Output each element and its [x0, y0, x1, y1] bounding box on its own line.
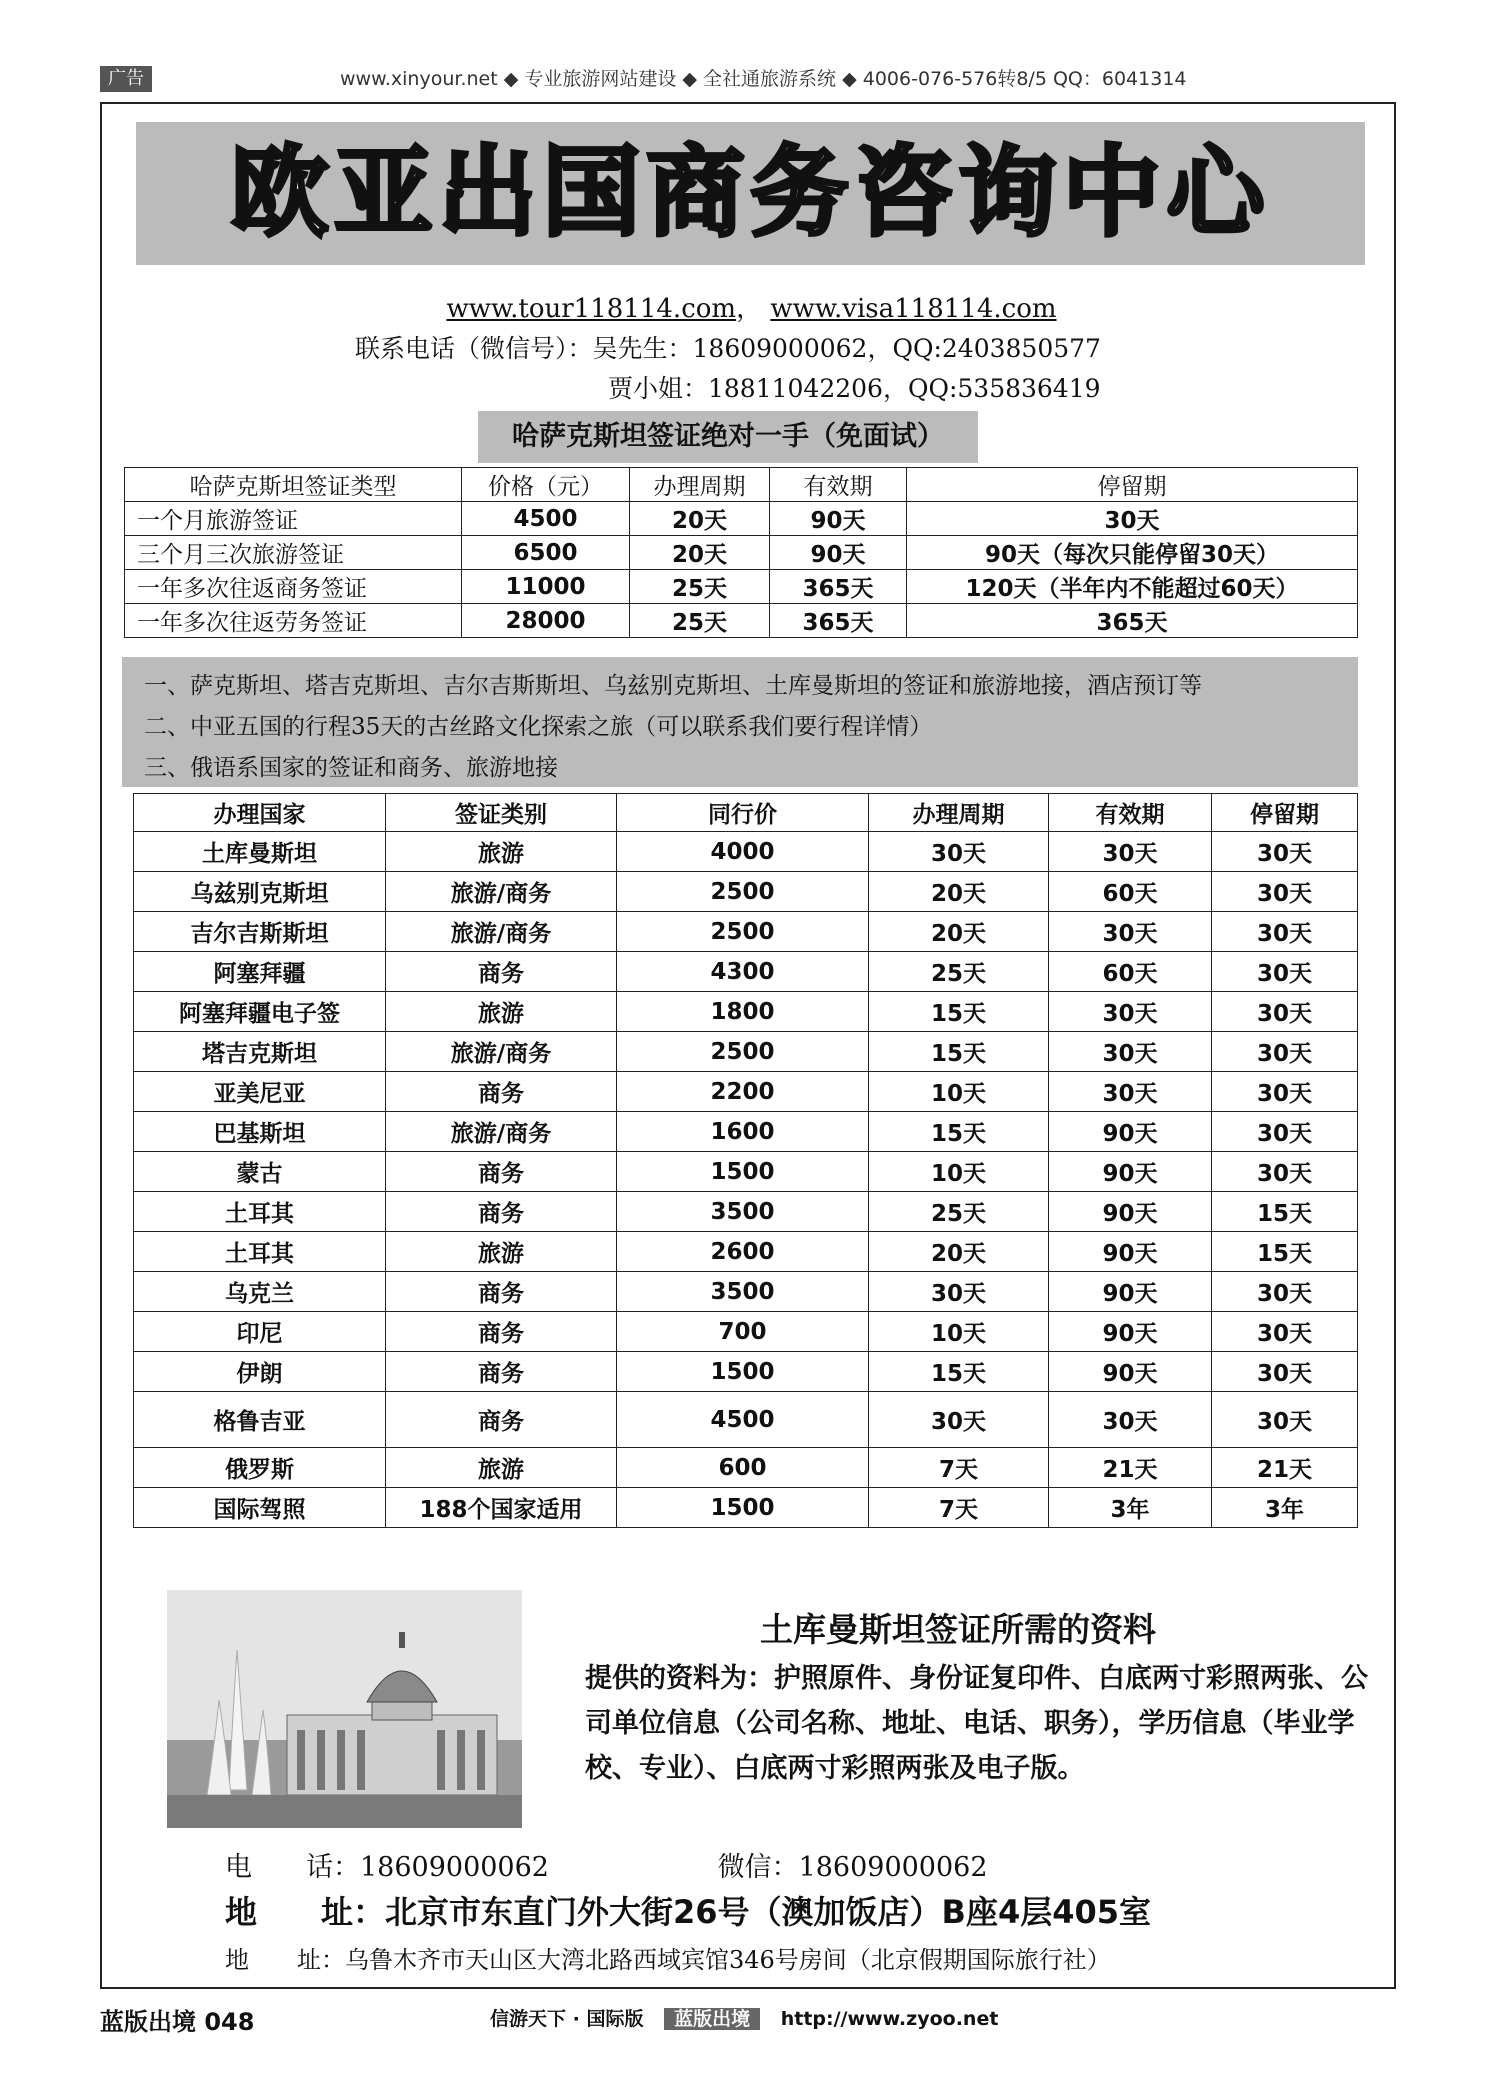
kz-table-cell: 20天 — [630, 536, 770, 570]
visa-table-row — [134, 1072, 1358, 1112]
kz-header-cell: 停留期 — [907, 468, 1358, 502]
visa-table-cell: 20天 — [869, 912, 1049, 952]
visa-table-cell: 15天 — [869, 1032, 1049, 1072]
visa-table-cell: 25天 — [869, 952, 1049, 992]
visa-table-cell: 阿塞拜疆 — [134, 952, 386, 992]
visa-table-cell: 15天 — [869, 1352, 1049, 1392]
visa-table-cell: 旅游/商务 — [386, 912, 617, 952]
visa-table-cell: 15天 — [869, 992, 1049, 1032]
visa-table-cell: 商务 — [386, 952, 617, 992]
address-line-2 — [225, 1940, 1111, 1975]
visa-table-cell: 乌克兰 — [134, 1272, 386, 1312]
visa-table-row — [134, 912, 1358, 952]
visa-table-cell: 旅游/商务 — [386, 1112, 617, 1152]
visa-table-cell: 30天 — [1212, 1352, 1358, 1392]
visa-table-cell: 20天 — [869, 1232, 1049, 1272]
visa-table-cell: 60天 — [1049, 872, 1212, 912]
top-bar — [100, 66, 1400, 92]
wechat-label: 微信： — [717, 1852, 799, 1883]
visa-table-cell: 商务 — [386, 1152, 617, 1192]
footer-url[interactable]: http://www.zyoo.net — [780, 2008, 999, 2030]
visa-table-cell: 30天 — [1049, 992, 1212, 1032]
visa-table-cell: 21天 — [1049, 1448, 1212, 1488]
visa-table-cell: 2500 — [617, 912, 869, 952]
visa-table-cell: 蒙古 — [134, 1152, 386, 1192]
visa-table-cell: 旅游 — [386, 832, 617, 872]
visa-table-cell: 188个国家适用 — [386, 1488, 617, 1528]
visa-table-cell: 商务 — [386, 1072, 617, 1112]
visa-table-cell: 15天 — [869, 1112, 1049, 1152]
visa-table-cell: 塔吉克斯坦 — [134, 1032, 386, 1072]
visa-header-cell: 同行价 — [617, 794, 869, 832]
visa-table-cell: 1500 — [617, 1152, 869, 1192]
kz-header-cell: 有效期 — [770, 468, 907, 502]
address-line — [225, 1887, 1151, 1933]
ad-tag: 广告 — [100, 66, 152, 92]
websites — [0, 288, 1503, 325]
visa-table-cell: 15天 — [1212, 1192, 1358, 1232]
visa-table-cell: 90天 — [1049, 1272, 1212, 1312]
visa-table-row — [134, 1312, 1358, 1352]
visa-table-cell: 15天 — [1212, 1232, 1358, 1272]
visa-table-header — [134, 794, 1358, 832]
visa-table-cell: 30天 — [1049, 832, 1212, 872]
kz-table-cell: 28000 — [462, 604, 630, 638]
footer-tag: 蓝版出境 — [664, 2008, 760, 2030]
visa-table-cell: 30天 — [1049, 1072, 1212, 1112]
visa-table-cell: 7天 — [869, 1448, 1049, 1488]
visa-table-row — [134, 992, 1358, 1032]
visa-table-cell: 格鲁吉亚 — [134, 1392, 386, 1448]
visa-header-cell: 停留期 — [1212, 794, 1358, 832]
visa-table-cell: 90天 — [1049, 1192, 1212, 1232]
websites-separator: ， — [736, 294, 763, 324]
visa-table-cell: 吉尔吉斯斯坦 — [134, 912, 386, 952]
kz-table-row — [125, 570, 1358, 604]
kz-table-cell: 25天 — [630, 570, 770, 604]
website-link-2[interactable]: www.visa118114.com — [770, 294, 1057, 324]
address-label-2: 地 址： — [225, 1946, 345, 1974]
visa-table-cell: 60天 — [1049, 952, 1212, 992]
wechat-id: 18609000062 — [798, 1852, 988, 1883]
banner-title: 欧亚出国商务咨询中心 — [230, 136, 1271, 250]
kz-header-cell: 哈萨克斯坦签证类型 — [125, 468, 462, 502]
kz-table-cell: 90天 — [770, 536, 907, 570]
address-label: 地 址： — [225, 1893, 386, 1931]
visa-table-cell: 旅游 — [386, 1232, 617, 1272]
visa-table-cell: 2600 — [617, 1232, 869, 1272]
services-box — [122, 657, 1358, 787]
visa-table-cell: 1500 — [617, 1352, 869, 1392]
visa-table-row — [134, 832, 1358, 872]
visa-table-cell: 印尼 — [134, 1312, 386, 1352]
visa-table-cell: 30天 — [1212, 1072, 1358, 1112]
visa-table-cell: 土库曼斯坦 — [134, 832, 386, 872]
kz-table-cell: 一年多次往返劳务签证 — [125, 604, 462, 638]
visa-table-row — [134, 1032, 1358, 1072]
visa-table-cell: 土耳其 — [134, 1232, 386, 1272]
kz-table-row — [125, 604, 1358, 638]
visa-table-row — [134, 1272, 1358, 1312]
kz-table-cell: 一个月旅游签证 — [125, 502, 462, 536]
contact-line-1: 联系电话（微信号）：吴先生：18609000062，QQ:2403850577 — [355, 334, 1101, 363]
website-link-1[interactable]: www.tour118114.com — [446, 294, 737, 324]
visa-table-row — [134, 952, 1358, 992]
visa-table-cell: 2200 — [617, 1072, 869, 1112]
visa-table-cell: 30天 — [1212, 1392, 1358, 1448]
visa-table-cell: 国际驾照 — [134, 1488, 386, 1528]
visa-table-cell: 90天 — [1049, 1352, 1212, 1392]
kz-table-cell: 25天 — [630, 604, 770, 638]
visa-table-cell: 20天 — [869, 872, 1049, 912]
building-photo — [167, 1590, 522, 1828]
requirements-body: 提供的资料为：护照原件、身份证复印件、白底两寸彩照两张、公司单位信息（公司名称、地址、电话、职务），学历信息（毕业学校、专业）、白底两寸彩照两张及电子版。 — [585, 1663, 1368, 1784]
kz-table-cell: 11000 — [462, 570, 630, 604]
footer-info — [490, 2004, 998, 2031]
visa-table-cell: 30天 — [869, 1392, 1049, 1448]
visa-table-cell: 21天 — [1212, 1448, 1358, 1488]
visa-table-row — [134, 1392, 1358, 1448]
kz-header-cell: 价格（元） — [462, 468, 630, 502]
visa-table-cell: 2500 — [617, 872, 869, 912]
visa-header-cell: 签证类别 — [386, 794, 617, 832]
visa-table-row — [134, 1448, 1358, 1488]
visa-table-cell: 1800 — [617, 992, 869, 1032]
visa-table-cell: 1500 — [617, 1488, 869, 1528]
kz-table-cell: 4500 — [462, 502, 630, 536]
visa-table-cell: 旅游/商务 — [386, 872, 617, 912]
visa-table-cell: 4000 — [617, 832, 869, 872]
phone-label: 电 话： — [225, 1852, 360, 1883]
kz-table-cell: 365天 — [907, 604, 1358, 638]
visa-table-cell: 700 — [617, 1312, 869, 1352]
visa-header-cell: 办理周期 — [869, 794, 1049, 832]
visa-table-row — [134, 1192, 1358, 1232]
visa-table-cell: 90天 — [1049, 1152, 1212, 1192]
visa-table-cell: 10天 — [869, 1072, 1049, 1112]
visa-table-row — [134, 872, 1358, 912]
top-info: www.xinyour.net ◆ 专业旅游网站建设 ◆ 全社通旅游系统 ◆ 4006-076-576转8/5 QQ：6041314 — [340, 68, 1187, 90]
visa-table-cell: 600 — [617, 1448, 869, 1488]
kz-table-row — [125, 502, 1358, 536]
visa-table-cell: 25天 — [869, 1192, 1049, 1232]
footer-page-label: 蓝版出境 048 — [100, 2008, 255, 2036]
kz-header-cell: 办理周期 — [630, 468, 770, 502]
visa-table-cell: 商务 — [386, 1352, 617, 1392]
visa-table-cell: 30天 — [869, 1272, 1049, 1312]
service-line: 一、萨克斯坦、塔吉克斯坦、吉尔吉斯斯坦、乌兹别克斯坦、土库曼斯坦的签证和旅游地接，酒店预订等 — [144, 673, 1202, 699]
visa-table-cell: 90天 — [1049, 1112, 1212, 1152]
footer-brand: 信游天下 · 国际版 — [490, 2008, 644, 2030]
visa-table-cell: 30天 — [1049, 1032, 1212, 1072]
visa-table-row — [134, 1232, 1358, 1272]
visa-table-cell: 阿塞拜疆电子签 — [134, 992, 386, 1032]
service-line: 二、中亚五国的行程35天的古丝路文化探索之旅（可以联系我们要行程详情） — [144, 714, 933, 740]
kz-table-header — [125, 468, 1358, 502]
kz-visa-table — [124, 467, 1358, 638]
visa-table-cell: 30天 — [1212, 912, 1358, 952]
address-text-2: 乌鲁木齐市天山区大湾北路西域宾馆346号房间（北京假期国际旅行社） — [345, 1946, 1111, 1974]
visa-header-cell: 有效期 — [1049, 794, 1212, 832]
visa-table-cell: 30天 — [1212, 1152, 1358, 1192]
kz-table-cell: 三个月三次旅游签证 — [125, 536, 462, 570]
kz-table-cell: 一年多次往返商务签证 — [125, 570, 462, 604]
visa-table-cell: 30天 — [1212, 1272, 1358, 1312]
visa-table-cell: 1600 — [617, 1112, 869, 1152]
visa-table-cell: 商务 — [386, 1392, 617, 1448]
visa-table-cell: 3年 — [1212, 1488, 1358, 1528]
visa-table-cell: 商务 — [386, 1192, 617, 1232]
visa-table-row — [134, 1488, 1358, 1528]
visa-table-cell: 4500 — [617, 1392, 869, 1448]
visa-table-cell: 10天 — [869, 1152, 1049, 1192]
visa-table-cell: 90天 — [1049, 1312, 1212, 1352]
requirements-title: 土库曼斯坦签证所需的资料 — [760, 1610, 1156, 1649]
visa-header-cell: 办理国家 — [134, 794, 386, 832]
kz-table-cell: 365天 — [770, 604, 907, 638]
contact-line-2: 贾小姐：18811042206，QQ:535836419 — [608, 374, 1101, 403]
visa-table-cell: 30天 — [1212, 1312, 1358, 1352]
visa-table-cell: 30天 — [1212, 1032, 1358, 1072]
phone-line — [225, 1845, 988, 1884]
visa-table-cell: 2500 — [617, 1032, 869, 1072]
visa-table-cell: 30天 — [1049, 912, 1212, 952]
visa-table-cell: 30天 — [1212, 952, 1358, 992]
kz-table-row — [125, 536, 1358, 570]
visa-table-cell: 90天 — [1049, 1232, 1212, 1272]
visa-table-cell: 7天 — [869, 1488, 1049, 1528]
phone-number: 18609000062 — [360, 1852, 549, 1883]
kz-table-cell: 365天 — [770, 570, 907, 604]
kz-table-title: 哈萨克斯坦签证绝对一手（免面试） — [478, 411, 978, 463]
visa-table-cell: 商务 — [386, 1312, 617, 1352]
kz-table-cell: 90天 — [770, 502, 907, 536]
kz-table-cell: 20天 — [630, 502, 770, 536]
banner — [136, 122, 1365, 265]
service-line: 三、俄语系国家的签证和商务、旅游地接 — [144, 755, 558, 781]
visa-table-cell: 3年 — [1049, 1488, 1212, 1528]
visa-table-row — [134, 1352, 1358, 1392]
visa-table-cell: 10天 — [869, 1312, 1049, 1352]
visa-table-row — [134, 1112, 1358, 1152]
visa-table-cell: 30天 — [1212, 992, 1358, 1032]
visa-table-cell: 30天 — [1049, 1392, 1212, 1448]
visa-table-cell: 旅游/商务 — [386, 1032, 617, 1072]
visa-table-cell: 俄罗斯 — [134, 1448, 386, 1488]
visa-price-table — [133, 793, 1358, 1528]
visa-table-cell: 3500 — [617, 1192, 869, 1232]
kz-table-cell: 90天（每次只能停留30天） — [907, 536, 1358, 570]
kz-table-cell: 30天 — [907, 502, 1358, 536]
visa-table-cell: 30天 — [1212, 872, 1358, 912]
visa-table-cell: 土耳其 — [134, 1192, 386, 1232]
visa-table-cell: 旅游 — [386, 1448, 617, 1488]
address-text: 北京市东直门外大街26号（澳加饭店）B座4层405室 — [385, 1893, 1152, 1931]
visa-table-cell: 30天 — [1212, 1112, 1358, 1152]
visa-table-cell: 商务 — [386, 1272, 617, 1312]
visa-table-cell: 30天 — [869, 832, 1049, 872]
building-illustration — [167, 1590, 522, 1828]
kz-table-cell: 120天（半年内不能超过60天） — [907, 570, 1358, 604]
visa-table-cell: 4300 — [617, 952, 869, 992]
visa-table-row — [134, 1152, 1358, 1192]
kz-table-cell: 6500 — [462, 536, 630, 570]
visa-table-cell: 巴基斯坦 — [134, 1112, 386, 1152]
visa-table-cell: 3500 — [617, 1272, 869, 1312]
visa-table-cell: 伊朗 — [134, 1352, 386, 1392]
visa-table-cell: 旅游 — [386, 992, 617, 1032]
visa-table-cell: 亚美尼亚 — [134, 1072, 386, 1112]
visa-table-cell: 30天 — [1212, 832, 1358, 872]
visa-table-cell: 乌兹别克斯坦 — [134, 872, 386, 912]
